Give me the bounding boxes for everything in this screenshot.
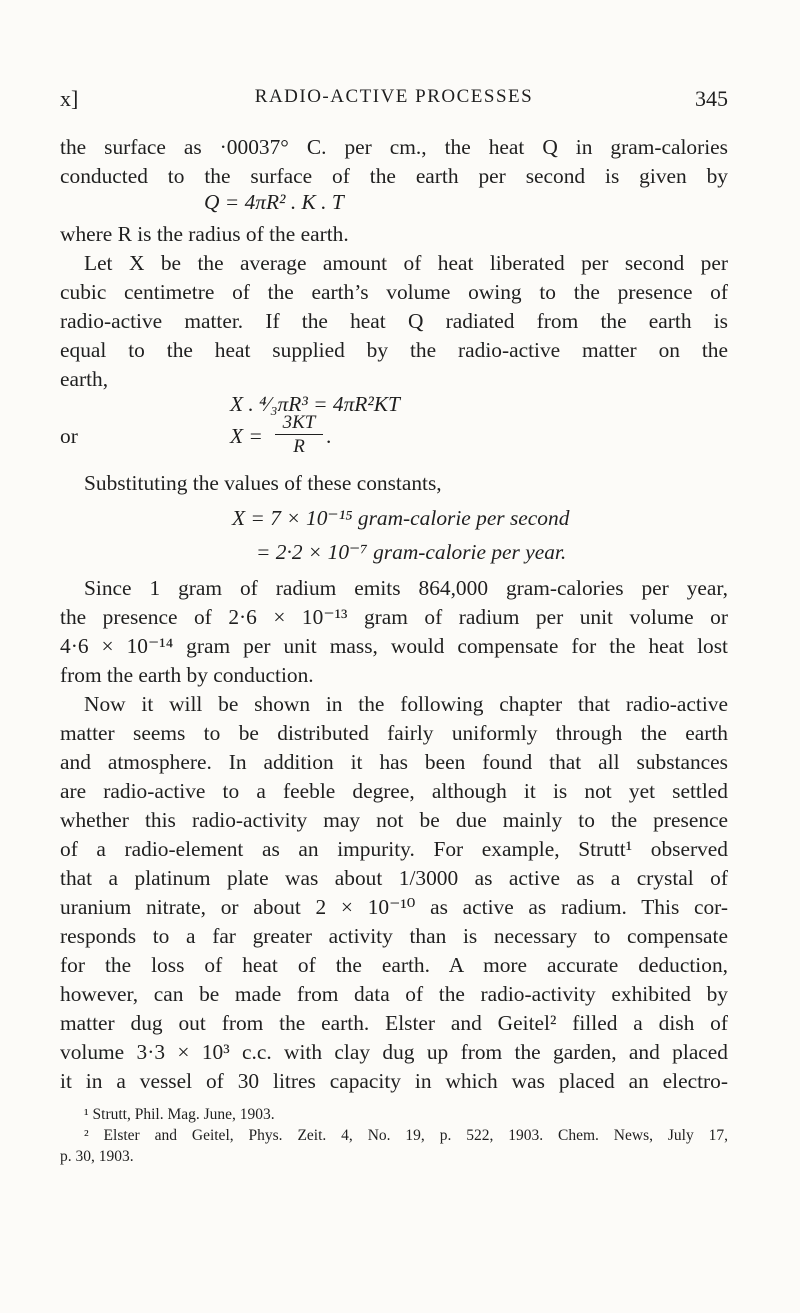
fraction-denominator: R — [275, 434, 323, 459]
text-line: Now it will be shown in the following chapter that radio-active — [84, 692, 728, 716]
equation-x-value-1: X = 7 × 10⁻¹⁵ gram-calorie per second — [232, 506, 570, 530]
text-line: however, can be made from data of the radio-activity exhibited by — [60, 982, 728, 1006]
chapter-number: x] — [60, 86, 79, 111]
page-number: 345 — [695, 86, 728, 111]
equation-x-fraction — [275, 412, 323, 459]
footnote: p. 30, 1903. — [60, 1148, 134, 1165]
equation-balance: X . ⁴⁄₃πR³ = 4πR²KT — [230, 392, 400, 416]
text-line: responds to a far greater activity than is necessary to compensate — [60, 924, 728, 948]
text-line: 4·6 × 10⁻¹⁴ gram per unit mass, would compensate for the heat lost — [60, 634, 728, 658]
text-line: Substituting the values of these constants, — [84, 471, 442, 495]
text-line: for the loss of heat of the earth. A more accurate deduction, — [60, 953, 728, 977]
text-line: whether this radio-activity may not be due mainly to the presence — [60, 808, 728, 832]
text-line: matter dug out from the earth. Elster and Geitel² filled a dish of — [60, 1011, 728, 1035]
text-line: from the earth by conduction. — [60, 663, 314, 687]
text-line: earth, — [60, 367, 109, 391]
text-line: Let X be the average amount of heat liberated per second per — [84, 251, 728, 275]
text-line: where R is the radius of the earth. — [60, 222, 349, 246]
running-title: RADIO-ACTIVE PROCESSES — [254, 86, 534, 107]
text-line: and atmosphere. In addition it has been found that all substances — [60, 750, 728, 774]
text-line: of a radio-element as an impurity. For example, Strutt¹ observed — [60, 837, 728, 861]
text-line: it in a vessel of 30 litres capacity in which was placed an electro- — [60, 1069, 728, 1093]
equation-x-lhs: X = — [230, 424, 263, 448]
text-line: uranium nitrate, or about 2 × 10⁻¹⁰ as active as radium. This cor- — [60, 895, 728, 919]
text-line: volume 3·3 × 10³ c.c. with clay dug up from the garden, and placed — [60, 1040, 728, 1064]
text-line: are radio-active to a feeble degree, although it is not yet settled — [60, 779, 728, 803]
footnote: ¹ Strutt, Phil. Mag. June, 1903. — [84, 1106, 275, 1123]
text-line: the presence of 2·6 × 10⁻¹³ gram of radium per unit volume or — [60, 605, 728, 629]
text-line: matter seems to be distributed fairly uniformly through the earth — [60, 721, 728, 745]
fraction-numerator: 3KT — [282, 412, 316, 433]
equation-x-value-2: = 2·2 × 10⁻⁷ gram-calorie per year. — [256, 540, 567, 564]
text-line: that a platinum plate was about 1/3000 as active as a crystal of — [60, 866, 728, 890]
or-word: or — [60, 424, 78, 448]
text-line: equal to the heat supplied by the radio-active matter on the — [60, 338, 728, 362]
text-line: Since 1 gram of radium emits 864,000 gram-calories per year, — [84, 576, 728, 600]
text-line: conducted to the surface of the earth per second is given by — [60, 164, 728, 188]
text-line: the surface as ·00037° C. per cm., the heat Q in gram-calories — [60, 135, 728, 159]
text-line: cubic centimetre of the earth’s volume owing to the presence of — [60, 280, 728, 304]
running-header — [60, 86, 728, 116]
text-line: radio-active matter. If the heat Q radiated from the earth is — [60, 309, 728, 333]
equation-q: Q = 4πR² . K . T — [204, 190, 344, 214]
equation-period: . — [326, 424, 332, 448]
footnote: ² Elster and Geitel, Phys. Zeit. 4, No. 19, p. 522, 1903. Chem. News, July 17, — [84, 1127, 728, 1144]
